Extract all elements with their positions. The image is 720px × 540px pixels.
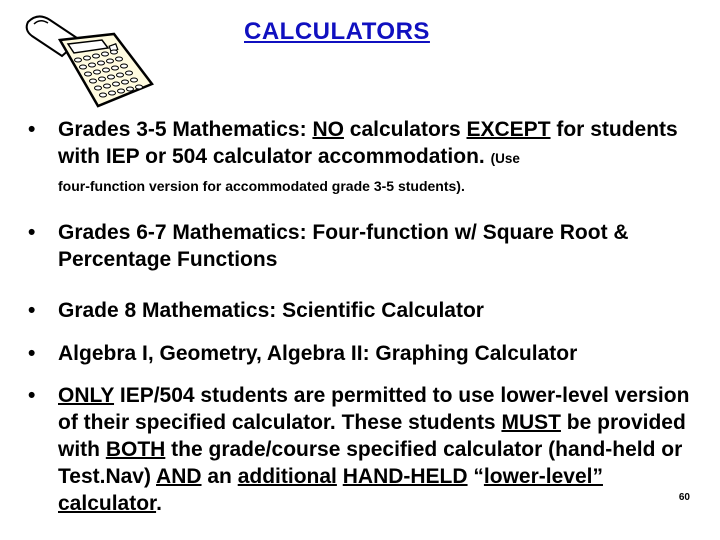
note-paren-open: (Use	[490, 151, 520, 166]
bullet-text: the grade/course specified calculator (hand-held or Test.Nav)	[58, 438, 683, 488]
bullet-text: IEP/504 students are permitted to use lower-level version of their specified calculator. These students	[58, 384, 690, 434]
bullet-text: for students with IEP or 504 calculator accommodation.	[58, 118, 678, 168]
emphasis-no: NO	[312, 118, 344, 141]
bullet-iep-504	[28, 382, 708, 517]
bullet-text: Algebra I, Geometry, Algebra II: Graphing Calculator	[58, 342, 578, 365]
emphasis-and: AND	[156, 465, 202, 488]
bullet-list	[28, 116, 708, 517]
emphasis-lower-level: lower-level”	[483, 465, 603, 488]
emphasis-calculator: calculator	[58, 492, 157, 515]
bullet-dot: •	[28, 299, 36, 322]
bullet-algebra-geometry	[28, 340, 708, 367]
bullet-grades-3-5	[28, 116, 708, 195]
bullet-text: be provided with	[58, 411, 686, 461]
emphasis-except: EXCEPT	[466, 118, 551, 141]
bullet-text: an	[201, 465, 238, 488]
bullet-text: Grades 3-5 Mathematics:	[58, 118, 313, 141]
emphasis-must: MUST	[501, 411, 561, 434]
bullet-grade-8	[28, 297, 708, 324]
bullet-grades-6-7	[28, 219, 708, 273]
emphasis-additional: additional	[237, 465, 337, 488]
calculator-icon	[20, 10, 158, 110]
slide-title: CALCULATORS	[244, 18, 430, 45]
emphasis-only: ONLY	[58, 384, 115, 407]
bullet-text: Grade 8 Mathematics: Scientific Calculator	[58, 299, 484, 322]
bullet-dot: •	[28, 342, 36, 365]
emphasis-hand-held: HAND-HELD	[342, 465, 468, 488]
bullet-text: calculators	[343, 118, 467, 141]
page-number: 60	[678, 492, 690, 503]
bullet-dot: •	[28, 384, 36, 407]
bullet-text: .	[156, 492, 162, 515]
emphasis-both: BOTH	[105, 438, 166, 461]
bullet-text: Grades 6-7 Mathematics: Four-function w/ Square Root & Percentage Functions	[58, 221, 629, 271]
quote-open: “	[473, 465, 484, 488]
bullet-note: four-function version for accommodated grade 3-5 students).	[58, 178, 465, 194]
bullet-dot: •	[28, 118, 36, 141]
bullet-dot: •	[28, 221, 36, 244]
